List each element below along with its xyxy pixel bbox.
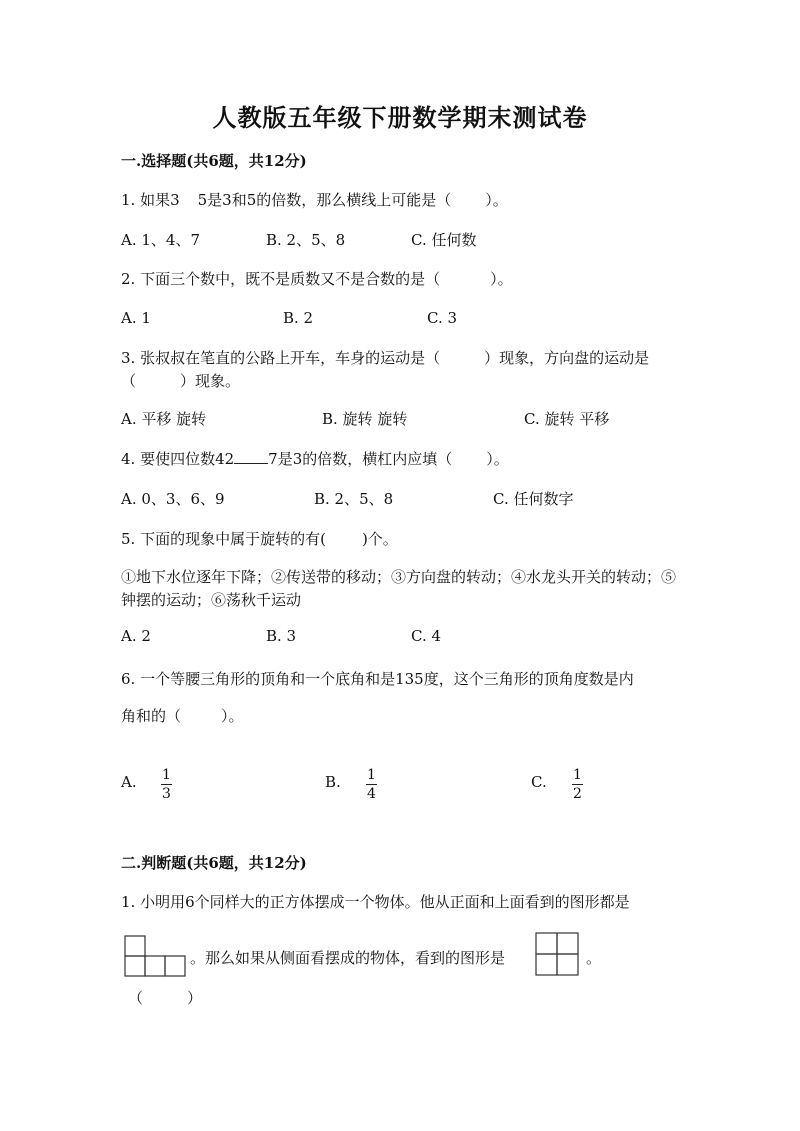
q1-option-b[interactable]: B. 2、5、8 xyxy=(266,231,346,249)
q6-option-a-fraction xyxy=(161,768,172,801)
judgment-question-1-line-2b: 。 xyxy=(586,949,602,967)
question-4 xyxy=(121,448,509,469)
figure-cell xyxy=(557,954,578,975)
page-title: 人教版五年级下册数学期末测试卷 xyxy=(212,103,588,132)
answer-bracket-close: ） xyxy=(187,989,203,1007)
q2-option-b[interactable]: B. 2 xyxy=(283,309,314,327)
question-6-text-a: 角和的（ xyxy=(121,707,182,725)
q6-option-c-label[interactable]: C. xyxy=(531,773,547,791)
q1-option-c[interactable]: C. 任何数 xyxy=(411,231,477,249)
figure-cell xyxy=(145,956,165,976)
q4-option-b[interactable]: B. 2、5、8 xyxy=(314,490,394,508)
judgment-answer-bracket[interactable] xyxy=(128,987,202,1008)
section-heading-judgment: 二.判断题(共6题，共12分) xyxy=(121,854,307,872)
figure-cell xyxy=(557,933,578,954)
fraction-numerator: 1 xyxy=(573,767,582,783)
q6-option-c-fraction xyxy=(572,768,583,801)
question-3-text-d: ）现象。 xyxy=(180,372,241,390)
question-3-text-b: ）现象，方向盘的运动是 xyxy=(484,349,650,367)
question-1-text-a: 1. 如果3 xyxy=(121,191,180,209)
figure-cell xyxy=(165,956,185,976)
q3-option-c[interactable]: C. 旋转 平移 xyxy=(524,410,610,428)
q1-option-a[interactable]: A. 1、4、7 xyxy=(121,231,200,249)
q5-option-c[interactable]: C. 4 xyxy=(411,627,442,645)
question-3-line-2 xyxy=(121,370,240,391)
q3-option-b[interactable]: B. 旋转 旋转 xyxy=(322,410,408,428)
q6-option-b-label[interactable]: B. xyxy=(325,773,341,791)
question-6-text-b: ）。 xyxy=(221,707,244,725)
q4-option-c[interactable]: C. 任何数字 xyxy=(493,490,574,508)
judgment-question-1-line-2a: 。那么如果从侧面看摆成的物体，看到的图形是 xyxy=(190,949,506,967)
answer-bracket-open: （ xyxy=(128,989,144,1007)
fraction-numerator: 1 xyxy=(162,767,171,783)
fraction-denominator: 4 xyxy=(367,786,376,802)
question-1-text-c: ）。 xyxy=(485,191,508,209)
question-3-line-1 xyxy=(121,347,649,368)
section-heading-choice: 一.选择题(共6题，共12分) xyxy=(121,152,307,170)
question-6-line-1: 6. 一个等腰三角形的顶角和一个底角和是135度，这个三角形的顶角度数是内 xyxy=(121,670,634,688)
q5-option-b[interactable]: B. 3 xyxy=(266,627,297,645)
q6-option-b-fraction xyxy=(366,768,377,801)
q3-option-a[interactable]: A. 平移 旋转 xyxy=(121,410,207,428)
question-2 xyxy=(121,268,513,289)
figure-cell xyxy=(125,956,145,976)
fraction-numerator: 1 xyxy=(367,767,376,783)
question-4-text-b: 7是3的倍数，横杠内应填（ xyxy=(268,450,453,468)
question-5-text-b: )个。 xyxy=(361,530,398,548)
question-1-text-b: 5是3和5的倍数，那么横线上可能是（ xyxy=(197,191,452,209)
q2-option-c[interactable]: C. 3 xyxy=(427,309,458,327)
question-3-text-c: （ xyxy=(121,372,137,390)
question-5 xyxy=(121,528,398,549)
question-2-text: 2. 下面三个数中，既不是质数又不是合数的是（ xyxy=(121,270,441,288)
q5-option-a[interactable]: A. 2 xyxy=(121,627,151,645)
question-6-line-2 xyxy=(121,705,244,726)
q2-option-a[interactable]: A. 1 xyxy=(121,309,151,327)
q4-option-a[interactable]: A. 0、3、6、9 xyxy=(121,490,225,508)
fraction-denominator: 2 xyxy=(573,786,582,802)
judgment-question-1-line-1: 1. 小明用6个同样大的正方体摆成一个物体。他从正面和上面看到的图形都是 xyxy=(121,893,630,911)
question-1 xyxy=(121,189,508,210)
question-2-close: ）。 xyxy=(490,270,513,288)
figure-cell xyxy=(536,954,557,975)
question-5-description: ①地下水位逐年下降；②传送带的移动；③方向盘的转动；④水龙头开关的转动；⑤钟摆的运动；⑥荡秋千运动 xyxy=(121,568,677,609)
figure-cell xyxy=(536,933,557,954)
square-grid-view-figure xyxy=(535,932,581,978)
answer-blank-underline[interactable] xyxy=(234,451,268,464)
question-4-text-a: 4. 要使四位数42 xyxy=(121,450,235,468)
question-5-text-a: 5. 下面的现象中属于旋转的有( xyxy=(121,530,326,548)
question-3-text-a: 3. 张叔叔在笔直的公路上开车，车身的运动是（ xyxy=(121,349,441,367)
question-4-text-c: ）。 xyxy=(486,450,509,468)
l-shape-view-figure xyxy=(124,935,188,979)
fraction-denominator: 3 xyxy=(162,786,171,802)
figure-cell xyxy=(125,936,145,956)
q6-option-a-label[interactable]: A. xyxy=(121,773,137,791)
